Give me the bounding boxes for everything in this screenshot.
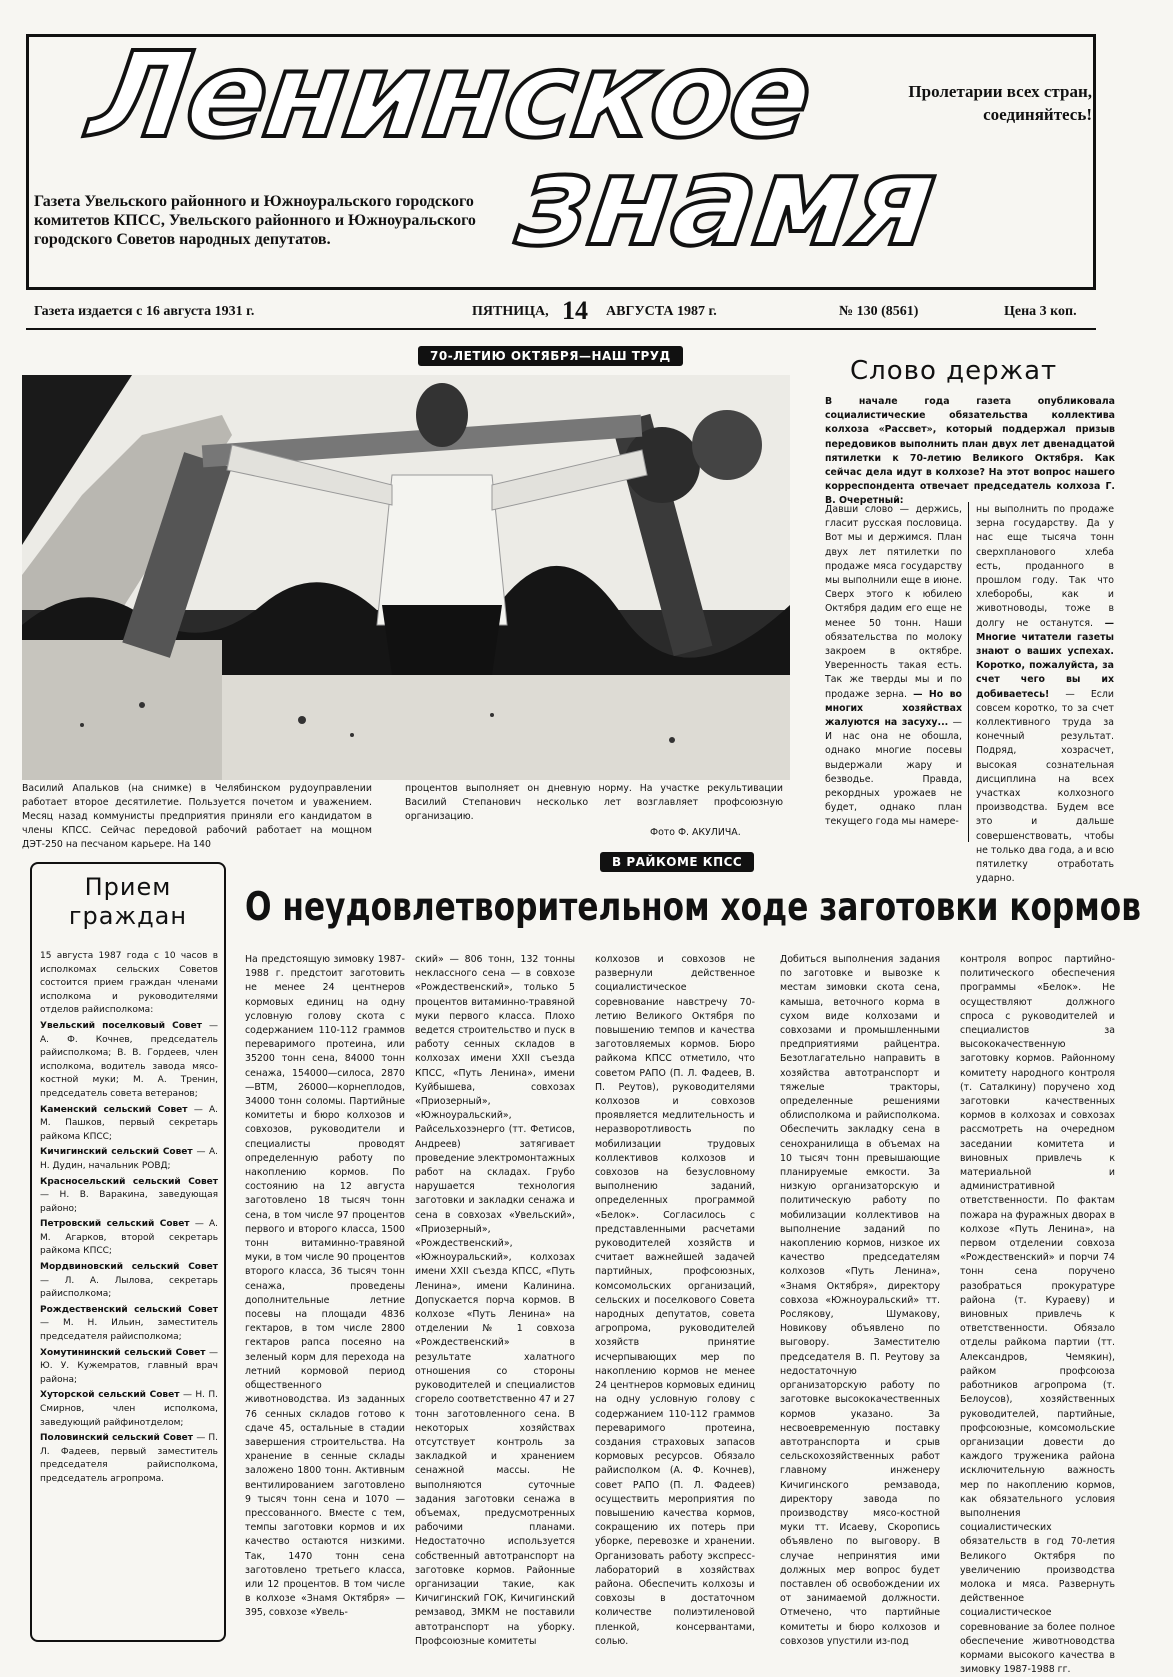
newspaper-title-line2: знамя [509,130,943,274]
priem-entry [40,1304,218,1345]
priem-council: Хомутининский сельский Совет [40,1347,209,1358]
section-tag-raikom: В РАЙКОМЕ КПСС [600,852,754,872]
slovo-col1-text: Давши слово — держись, гласит русская пословица. Вот мы и держимся. План двух лет пятилетки по продаже мяса государству мы выполнили еще в июне. Сверх этого к юбилею Октября дадим его еще не менее 50 тонн. Наши обязательства по молоку закроем в октябре. Уверенность такая есть. Так же тверды мы и по продаже зерна. [825,504,962,700]
headline-raikom: О неудовлетворительном ходе заготовки кормов [245,885,1141,930]
priem-intro: 15 августа 1987 года с 10 часов в исполкомах сельских Советов состоится прием граждан членами исполкома и руководителями отделов райисполкома: [40,951,218,1016]
priem-council: Красносельский сельский Совет [40,1176,218,1187]
priem-council: Кичигинский сельский Совет [40,1147,197,1158]
priem-people: — А. Н. Дудин, начальник РОВД; [40,1147,218,1171]
slovo-col1-end: — И нас она не обошла, однако многие посевы выдержали жару и безводье. Правда, рекордных урожаев не будет, однако план текущего года мы намере- [825,717,962,828]
priem-entry [40,1020,218,1102]
priem-people: — А. М. Пашков, первый секретарь райкома КПСС; [40,1104,218,1142]
priem-entry [40,1261,218,1302]
priem-entry [40,1218,218,1259]
priem-people: — Н. В. Варакина, заведующая районо; [40,1190,218,1214]
priem-council: Хуторской сельский Совет [40,1390,184,1401]
raikom-column-5: контроля вопрос партийно-политического обеспечения программы «Белок». Не осуществляют должного спроса с руководителей и специалистов за высококачественную заготовку кормов. Районному комитету народного контроля (т. Саталкину) поручено ход заготовки качественных кормов в колхозах и совхозах рассмотреть на очередном заседании комитета и виновных привлечь к материальной и административной ответственности. По фактам пожара на фуражных дворах в колхозе «Путь Ленина», на первом отделении совхоза «Рождественский» и порчи 74 тонн сена поручено разобраться прокуратуре района (т. Кураеву) и виновных привлечь к ответственности. Обязало отделы райкома партии (тт. Александров, Чемякин), райком профсоюза работников агропрома (т. Белоусов), хозяйственных руководителей, партийные, профсоюзные, комсомольские организации довести до каждого труженика района исключительную важность мер по накоплению кормов, как обязательного условия выполнения социалистических обязательств в год 70-летия Великого Октября по увеличению производства молока и мяса. Развернуть действенное социалистическое соревнование за более полное обеспечение животноводства кормами высокого качества в зимовку 1987-1988 гг. [960,954,1115,1676]
priem-council: Петровский сельский Совет [40,1219,195,1230]
priem-council: Каменский сельский Совет [40,1104,194,1115]
slovo-col2-end: — Если совсем коротко, то за счет коллективного труда за конечный результат. Подряд, хозрасчет, высокая сознательная дисциплина на всех участках колхозного производства. Будем все это и дальше совершенствовать, чтобы не только два года, а и всю пятилетку отработать ударно. [976,688,1114,885]
section-tag-october: 70-ЛЕТИЮ ОКТЯБРЯ—НАШ ТРУД [418,346,683,366]
column-divider [968,502,969,842]
priem-entry [40,1146,218,1173]
slovo-col2-text: ны выполнить по продаже зерна государству. Да у нас еще тысяча тонн сверхпланового хлеба есть, проданного в прошлом году. Так что хлеборобы, как и животноводы, тоже в долгу не останутся. [976,504,1114,629]
founded-text: Газета издается с 16 августа 1931 г. [34,304,255,319]
priem-entry [40,1432,218,1486]
publisher-info: Газета Увельского районного и Южноуральского городского комитетов КПСС, Увельского районного и Южноуральского городского Советов народных депутатов. [34,193,476,248]
priem-people: — М. Н. Ильин, заместитель председателя райисполкома; [40,1318,218,1343]
photo-credit: Фото Ф. АКУЛИЧА. [650,827,741,838]
priem-list [40,1020,218,1487]
priem-council: Увельский поселковый Совет [40,1020,209,1031]
worker-photo [22,375,790,780]
priem-people: — А. Ф. Кочнев, председатель райисполкома; В. В. Гордеев, член исполкома, водитель завода мясо-костной муки; М. А. Тренин, председатель совета ветеранов; [40,1020,218,1099]
month-year: АВГУСТА 1987 г. [606,304,717,319]
raikom-column-4: Добиться выполнения задания по заготовке и вывозке к местам зимовки скота сена, камыша, веточного корма в сухом виде колхозами и совхозами и промышленными предприятиями райцентра. Безотлагательно направить в хозяйства автотранспорт и тяжелые тракторы, определенные решениями облисполкома и райисполкома. Обеспечить закладку сена в сенохранилища в объемах на 10 тысяч тонн превышающие планируемые емкости. За низкую организаторскую и политическую работу по мобилизации коллективов на выполнение заданий по накоплению кормов, низкое их качество председателям колхозов «Путь Ленина», «Знамя Октября», директору совхоза «Южноуральский» тт. Рослякову, Шумакову, Новикову объявлено по выговору. Заместителю председателя В. П. Реутову за недостаточную организаторскую работу по заготовке высококачественных кормов указано. За несвоевременную поставку автотранспорта и срыв сельскохозяйственных работ главному инженеру Кичигинского ремзавода, директору завода по производству мясо-костной муки тт. Исаеву, Скоропись объявлено по выговору. В случае непринятия ими должных мер вопрос будет поставлен об освобождении их от занимаемой должности. Отмечено, что партийные комитеты и бюро колхозов и совхозов упустили из-под [780,954,940,1647]
photo-caption-left: Василий Апальков (на снимке) в Челябинском рудоуправлении работает второе десятилетие. Пользуется почетом и уважением. Месяц назад коммунисты предприятия приняли его кандидатом в члены КПСС. Сейчас передовой рабочий работает на мощном ДЭТ-250 на песчаном карьере. На 140 [22,783,372,850]
slovo-question-2: — Многие читатели газеты знают о ваших успехах. Коротко, пожалуйста, за счет чего вы их добиваетесь! [976,617,1114,700]
dateline-rule [26,328,1096,330]
raikom-column-2: ский» — 806 тонн, 132 тонны неклассного сена — в совхозе «Рождественский», только 5 процентов витаминно-травяной муки первого класса. Плохо ведется строительство и пуск в работу сенных складов в колхозах имени XXII съезда КПСС, «Путь Ленина», имени Куйбышева, совхозах «Приозерный», «Южноуральский», Райсельхозэнерго (тт. Фетисов, Андреев) затягивает проведение электромонтажных работ на складах. Грубо нарушается технология заготовки и закладки сенажа и сена в совхозах «Увельский», «Приозерный», «Рождественский», «Южноуральский», колхозах имени XXII съезда КПСС, «Путь Ленина», имени Калинина. Допускается порча кормов. В колхозе «Путь Ленина» на отделении № 1 совхоза «Рождественский» в результате халатного отношения со стороны руководителей и специалистов сгорело соответственно 47 и 27 тонн заготовленного сена. В некоторых хозяйствах отсутствует контроль за закладкой и хранением сенажной массы. Не выполняются суточные задания заготовки сенажа в объемах, предусмотренных рабочими планами. Недостаточно используется собственный автотранспорт на заготовке кормов. Районные организации такие, как Кичигинский ГОК, Кичигинский ремзавод, ЗМКМ не поставили автотранспорт на уборку. Профсоюзные комитеты [415,954,575,1647]
slogan: Пролетарии всех стран, соединяйтесь! [908,82,1092,124]
dateline [34,296,1104,328]
day-number: 14 [562,296,588,325]
priem-entry [40,1176,218,1217]
priem-people: — Н. П. Смирнов, член исполкома, заведующий райфинотделом; [40,1390,219,1428]
slovo-column-1 [825,503,962,830]
article-lead-slovo: В начале года газета опубликовала социалистические обязательства коллектива колхоза «Рассвет», который поддержал призыв передовиков выполнить план двух лет двенадцатой пятилетки к 70-летию Великого Октября. Как сейчас дела идут в колхозе? На этот вопрос нашего корреспондента отвечает председатель колхоза Г. В. Очеретный: [825,396,1115,507]
priem-entry [40,1104,218,1145]
priem-entry [40,1347,218,1388]
priem-council: Мордвиновский сельский Совет [40,1262,218,1273]
priem-title: Прием граждан [68,873,188,930]
priem-people: — А. М. Агарков, второй секретарь райкома КПСС; [40,1219,218,1257]
price: Цена 3 коп. [1004,304,1077,319]
photo-caption-right: процентов выполняет он дневную норму. На участке рекультивации Василий Степанович несколько лет возглавляет профсоюзную организацию. [405,783,783,822]
priem-council: Половинский сельский Совет [40,1433,197,1444]
newspaper-title-line1: Ленинское [82,26,819,164]
raikom-column-1: На предстоящую зимовку 1987-1988 г. предстоит заготовить не менее 24 центнеров кормовых единиц на одну условную голову скота с содержанием 110-112 граммов переваримого протеина, или 35200 тонн сена, 84000 тонн сенажа, 154000—силоса, 2870—ВТМ, 26000—корнеплодов, 34000 тонн соломы. Партийные комитеты и бюро колхозов и совхозов, руководители и специалисты проводят определенную работу по накоплению кормов. По состоянию на 12 августа заготовлено 18 тысяч тонн сена, в том числе 97 процентов первого и второго класса, 1500 тонн витаминно-травяной муки, в том числе 90 процентов второго класса, 36 тысяч тонн сенажа, проведены дополнительные летние посевы на площади 4836 гектаров, в том числе 2800 гектаров рапса посеяно на зеленый корм для перехода на летний кормовой период общественного животноводства. Из заданных 76 сенных складов готово к сдаче 45, остальные в стадии завершения строительства. На хранение в сенные склады заложено 1800 тонн. Активным вентилированием заготовлено 9 тысяч тонн сена и 1070 — прессованного. Вместе с тем, темпы заготовки кормов и их качество остаются низкими. Так, 1470 тонн сена заготовлено третьего класса, или 12 процентов. В том числе в колхозе «Знамя Октября» — 395, совхозе «Увель- [245,954,405,1619]
priem-council: Рождественский сельский Совет [40,1304,218,1315]
slovo-question-1: — Но во многих хозяйствах жалуются на засуху... [825,688,962,729]
priem-people: — П. Л. Фадеев, первый заместитель председателя райисполкома, председатель агропрома. [40,1433,218,1484]
priem-people: — Ю. У. Кужемратов, главный врач района; [40,1347,218,1385]
priem-entry [40,1389,218,1430]
issue-number: № 130 (8561) [839,304,919,319]
priem-body [40,950,218,1487]
article-title-slovo: Слово держат [850,356,1058,386]
slovo-column-2 [976,503,1114,886]
weekday: ПЯТНИЦА, [472,304,549,319]
photo-illustration [22,375,790,780]
raikom-column-3: колхозов и совхозов не развернули действенное социалистическое соревнование навстречу 70-летию Великого Октября по повышению темпов и качества заготовляемых кормов. Бюро райкома КПСС отметило, что советом РАПО (П. Л. Фадеев, В. П. Реутов), руководителями колхозов и совхозов проявляется медлительность и неразворотливость по мобилизации трудовых коллективов колхозов и совхозов на безусловному выполнению заданий, определенных программой «Белок». Согласилось с представленными расчетами руководителей хозяйств и считает важнейшей задачей партийных, профсоюзных, комсомольских организаций, сельских и поселкового Совета народных депутатов, совета агропрома, руководителей хозяйств принятие исчерпывающих мер по накоплению кормов не менее 24 центнеров кормовых единиц на одну условную голову с содержанием 110-112 граммов переваримого протеина, создания страховых запасов кормовых ресурсов. Обязало райисполком (А. Ф. Кочнев), совет РАПО (П. Л. Фадеев) осуществить мероприятия по повышению качества кормов, сокращению их потерь при уборке, перевозке и хранении. Организовать работу экспресс-лабораторий в хозяйствах района. Обеспечить колхозы и совхозы в достаточном количестве полиэтиленовой пленкой, консервантами, солью. [595,954,755,1647]
priem-people: — Л. А. Лылова, секретарь райисполкома; [40,1275,218,1300]
